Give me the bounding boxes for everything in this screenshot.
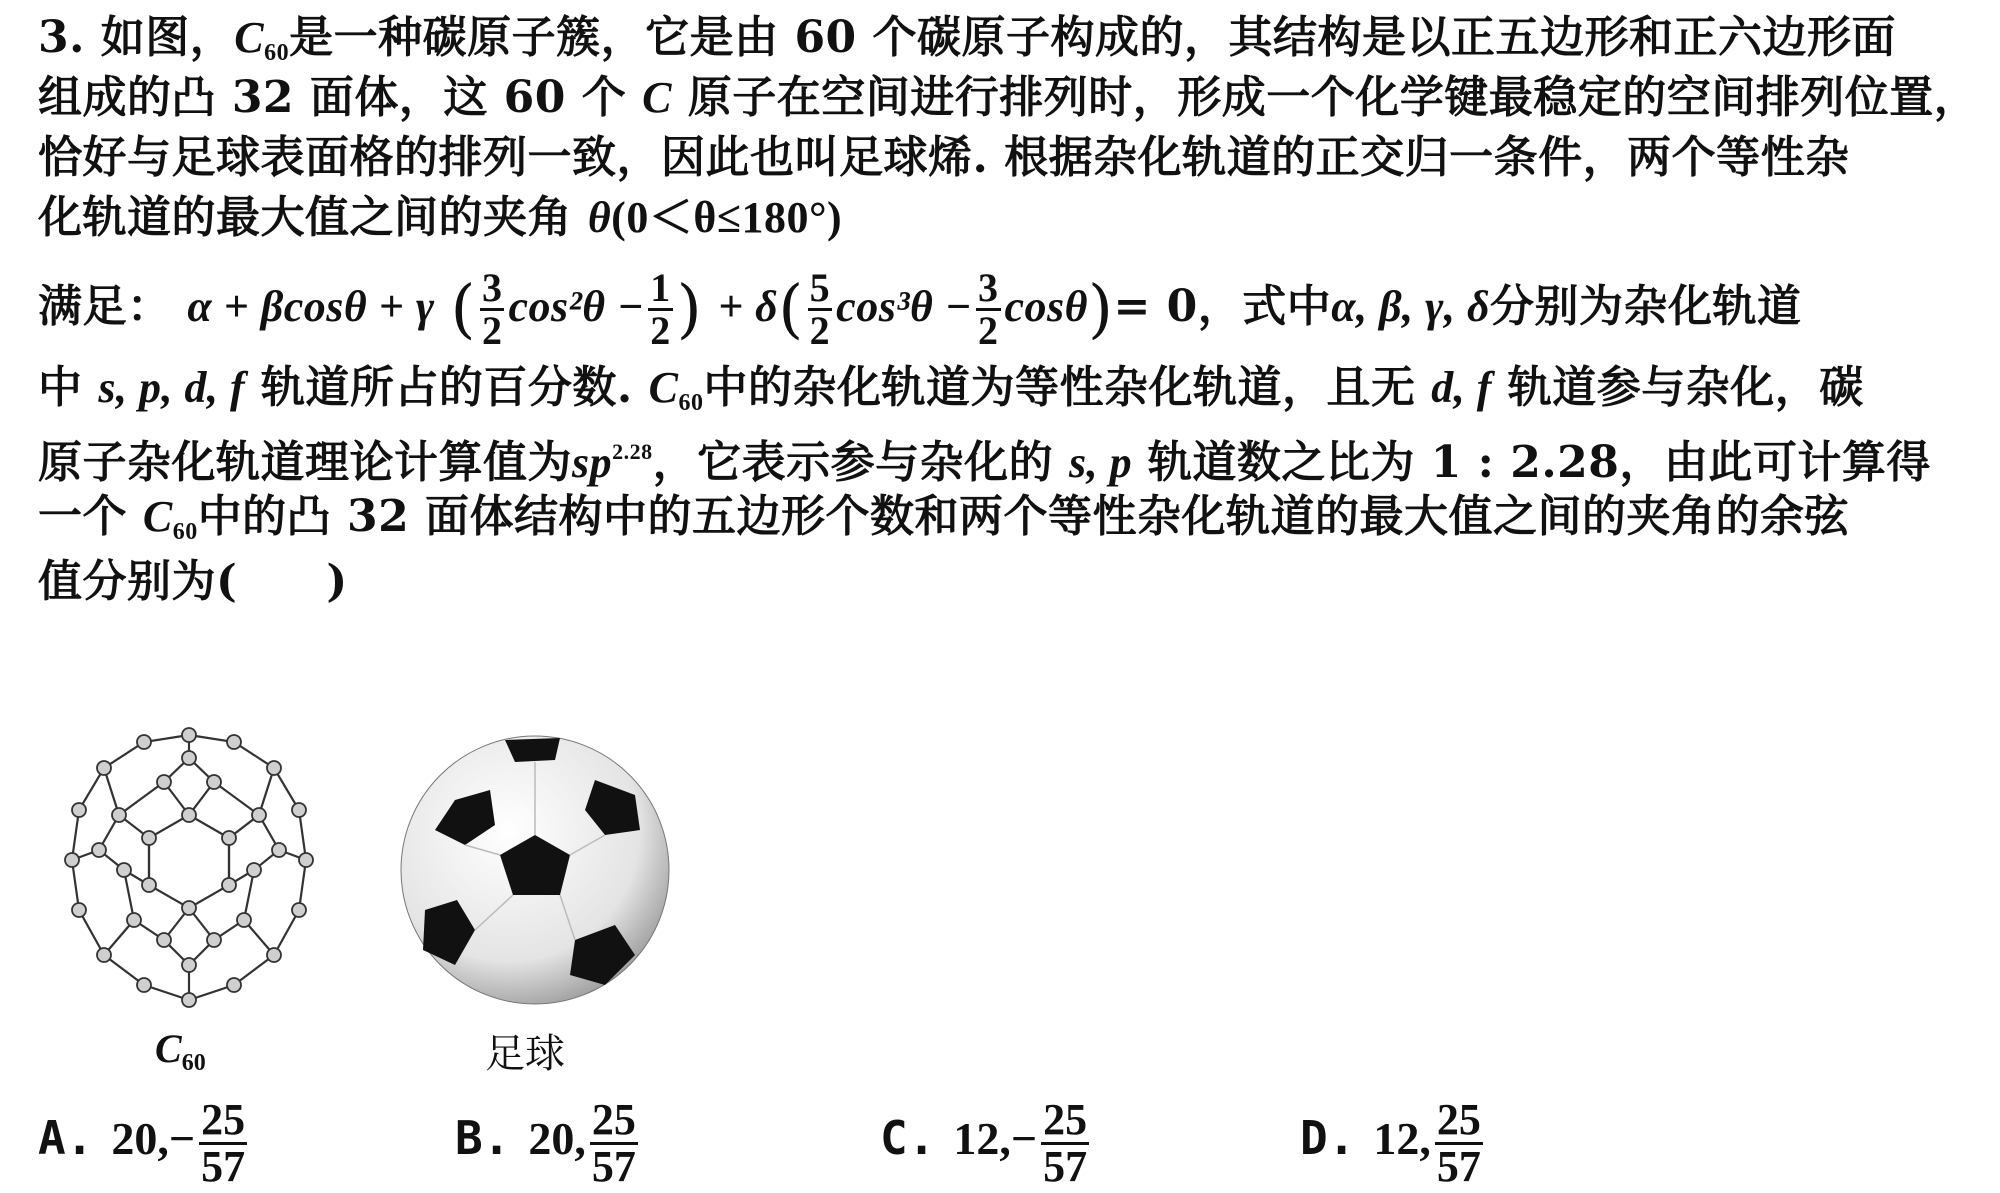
option-a[interactable] <box>38 1095 251 1191</box>
paren-close: ) <box>676 272 703 347</box>
question-line-9 <box>38 554 348 610</box>
sp-hybrid: $sp^{2.28}$ <box>572 438 653 487</box>
text-segment: 恰好与足球表面格的排列一致，因此也叫足球烯. 根据杂化轨道的正交归一条件，两个等性杂 <box>38 132 1850 183</box>
question-line-8 <box>38 489 1849 560</box>
text-segment: 中 <box>38 362 83 413</box>
formula-part: cosθ <box>1004 282 1089 331</box>
question-line-5-formula <box>38 265 1802 353</box>
option-fraction: $\frac{25}{57}$ <box>1043 1095 1088 1191</box>
option-int: 20, <box>528 1113 586 1165</box>
formula-part: α + βcosθ + γ <box>187 282 435 331</box>
c60-molecule-figure <box>44 720 334 1020</box>
option-sign: − <box>1010 1113 1038 1165</box>
option-fraction: $\frac{25}{57}$ <box>1436 1095 1481 1191</box>
text-segment: ，它表示参与杂化的 <box>652 437 1054 488</box>
question-line-6 <box>38 360 1864 431</box>
c60-symbol: $C_{60}$ <box>142 492 198 545</box>
paren-close: ) <box>1088 272 1114 347</box>
text-segment: 满足： <box>38 281 172 332</box>
fraction-1-2: $\frac{1}{2}$ <box>650 265 671 353</box>
soccer-ball-caption: 足球 <box>485 1031 565 1076</box>
formula-part: cos²θ − <box>508 282 645 331</box>
option-int: 12, <box>953 1113 1011 1165</box>
question-line-2 <box>38 70 1978 126</box>
formula-eq: = 0，式中 <box>1113 281 1332 332</box>
option-int: 20, <box>111 1113 169 1165</box>
question-line-4 <box>38 190 842 246</box>
text-segment: 是一种碳原子簇，它是由 60 个碳原子构成的，其结构是以正五边形和正六边形面 <box>289 12 1896 63</box>
orbital-variables: s, p <box>1068 438 1133 487</box>
text-segment: 值分别为( ) <box>38 556 348 607</box>
text-segment: 原子杂化轨道理论计算值为 <box>38 437 572 488</box>
text-segment: 原子在空间进行排列时，形成一个化学键最稳定的空间排列位置， <box>687 72 1979 123</box>
option-c[interactable] <box>880 1095 1093 1191</box>
c60-symbol: $C_{60}$ <box>648 363 704 416</box>
text-segment: 轨道数之比为 1 : 2.28，由此可计算得 <box>1147 437 1931 488</box>
formula-part: cos³θ − <box>836 282 973 331</box>
option-fraction: $\frac{25}{57}$ <box>591 1095 636 1191</box>
option-d[interactable] <box>1300 1095 1487 1191</box>
c60-symbol: $C_{60}$ <box>234 13 290 66</box>
fraction-3-2: $\frac{3}{2}$ <box>481 265 503 353</box>
question-number: 3. <box>38 12 85 63</box>
option-sign: − <box>168 1113 196 1165</box>
text-segment: 化轨道的最大值之间的夹角 <box>38 192 572 243</box>
theta-symbol: θ <box>587 193 612 242</box>
option-b[interactable] <box>455 1095 642 1191</box>
paren-open: ( <box>450 272 476 347</box>
text-segment: 中的凸 32 面体结构中的五边形个数和两个等性杂化轨道的最大值之间的夹角的余弦 <box>197 491 1850 542</box>
option-fraction: $\frac{25}{57}$ <box>201 1095 246 1191</box>
text-segment: 轨道所占的百分数. <box>260 362 633 413</box>
option-label: C. <box>880 1111 936 1166</box>
text-segment: 分别为杂化轨道 <box>1490 281 1802 332</box>
formula-part: + δ <box>718 282 779 331</box>
option-label: A. <box>38 1111 94 1166</box>
text-segment: 组成的凸 32 面体，这 60 个 <box>38 72 627 123</box>
text-segment: 中的杂化轨道为等性杂化轨道，且无 <box>703 362 1416 413</box>
option-int: 12, <box>1373 1113 1431 1165</box>
orbital-variables: s, p, d, f <box>98 363 246 412</box>
option-label: B. <box>455 1111 511 1166</box>
question-line-7 <box>38 424 1931 491</box>
c60-caption: $C_{60}$ <box>155 1026 206 1076</box>
soccer-ball-figure <box>395 730 675 1010</box>
c-symbol: C <box>642 73 672 122</box>
variables-greek: α, β, γ, δ <box>1331 282 1491 331</box>
option-label: D. <box>1300 1111 1356 1166</box>
question-line-3 <box>38 130 1850 186</box>
theta-range: (0＜θ≤180°) <box>611 193 843 242</box>
fraction-3-2: $\frac{3}{2}$ <box>978 265 999 353</box>
orbital-variables: d, f <box>1431 363 1492 412</box>
text-segment: 一个 <box>38 491 127 542</box>
paren-open: ( <box>778 272 804 347</box>
fraction-5-2: $\frac{5}{2}$ <box>809 265 831 353</box>
text-segment: 轨道参与杂化，碳 <box>1507 362 1864 413</box>
text-segment: 如图， <box>100 12 235 63</box>
